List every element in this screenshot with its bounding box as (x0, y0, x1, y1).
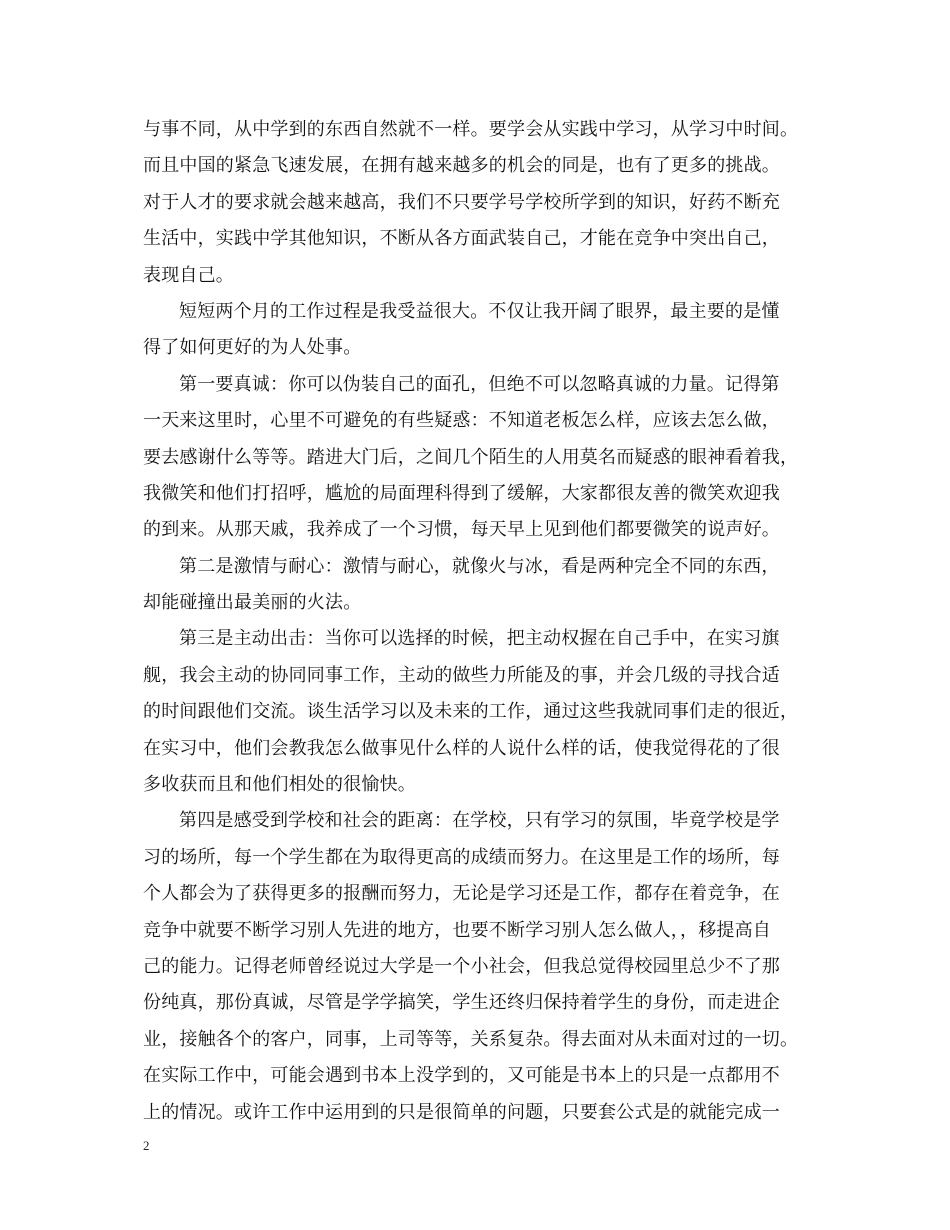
paragraph (143, 549, 813, 622)
body-text (143, 112, 813, 1131)
text-line: 第四是感受到学校和社会的距离：在学校，只有学习的氛围，毕竟学校是学 (179, 810, 780, 832)
text-line: 业，接触各个的客户，同事，上司等等，关系复杂。得去面对从未面对过的一切。 (143, 1028, 799, 1050)
text-line: 舰，我会主动的协同同事工作，主动的做些力所能及的事，并会几级的寻找合适 (143, 664, 780, 686)
text-line: 的时间跟他们交流。谈生活学习以及未来的工作，通过这些我就同事们走的很近， (143, 701, 799, 723)
text-line: 生活中，实践中学其他知识，不断从各方面武装自己，才能在竞争中突出自己， (143, 228, 780, 250)
text-line: 多收获而且和他们相处的很愉快。 (143, 774, 416, 796)
text-line: 的到来。从那天戚，我养成了一个习惯，每天早上见到他们都要微笑的说声好。 (143, 519, 780, 541)
paragraph (143, 294, 813, 367)
text-line: 而且中国的紧急飞速发展，在拥有越来越多的机会的同是，也有了更多的挑战。 (143, 155, 780, 177)
paragraph (143, 621, 813, 803)
text-line: 要去感谢什么等等。踏进大门后，之间几个陌生的人用莫名而疑惑的眼神看着我， (143, 446, 799, 468)
text-line: 我微笑和他们打招呼，尴尬的局面理科得到了缓解，大家都很友善的微笑欢迎我 (143, 482, 780, 504)
paragraph (143, 112, 813, 294)
text-line: 在实际工作中，可能会遇到书本上没学到的，又可能是书本上的只是一点都用不 (143, 1065, 780, 1087)
text-line: 得了如何更好的为人处事。 (143, 337, 362, 359)
paragraph (143, 367, 813, 549)
text-line: 第三是主动出击：当你可以选择的时候，把主动权握在自己手中，在实习旗 (179, 628, 780, 650)
text-line: 第一要真诚：你可以伪装自己的面孔，但绝不可以忽略真诚的力量。记得第 (179, 373, 780, 395)
text-line: 表现自己。 (143, 264, 234, 286)
text-line: 短短两个月的工作过程是我受益很大。不仅让我开阔了眼界，最主要的是懂 (179, 300, 780, 322)
page-number: 2 (143, 1138, 150, 1153)
text-line: 习的场所，每一个学生都在为取得更高的成绩而努力。在这里是工作的场所，每 (143, 846, 780, 868)
text-line: 在实习中，他们会教我怎么做事见什么样的人说什么样的话，使我觉得花的了很 (143, 737, 780, 759)
text-line: 竞争中就要不断学习别人先进的地方，也要不断学习别人怎么做人，，移提高自 (143, 919, 771, 941)
text-line: 份纯真，那份真诚，尽管是学学搞笑，学生还终归保持着学生的身份，而走进企 (143, 992, 780, 1014)
text-line: 一天来这里时，心里不可避免的有些疑惑：不知道老板怎么样，应该去怎么做， (143, 410, 780, 432)
text-line: 与事不同，从中学到的东西自然就不一样。要学会从实践中学习，从学习中时间。 (143, 119, 799, 140)
text-line: 个人都会为了获得更多的报酬而努力，无论是学习还是工作，都存在着竞争，在 (143, 883, 780, 905)
text-line: 上的情况。或许工作中运用到的只是很简单的问题，只要套公式是的就能完成一 (143, 1101, 780, 1123)
text-line: 对于人才的要求就会越来越高，我们不只要学号学校所学到的知识，好药不断充 (143, 191, 780, 213)
paragraph (143, 803, 813, 1131)
text-line: 却能碰撞出最美丽的火法。 (143, 592, 362, 614)
text-line: 己的能力。记得老师曾经说过大学是一个小社会，但我总觉得校园里总少不了那 (143, 955, 780, 977)
text-line: 第二是激情与耐心：激情与耐心，就像火与冰，看是两种完全不同的东西， (179, 555, 780, 577)
